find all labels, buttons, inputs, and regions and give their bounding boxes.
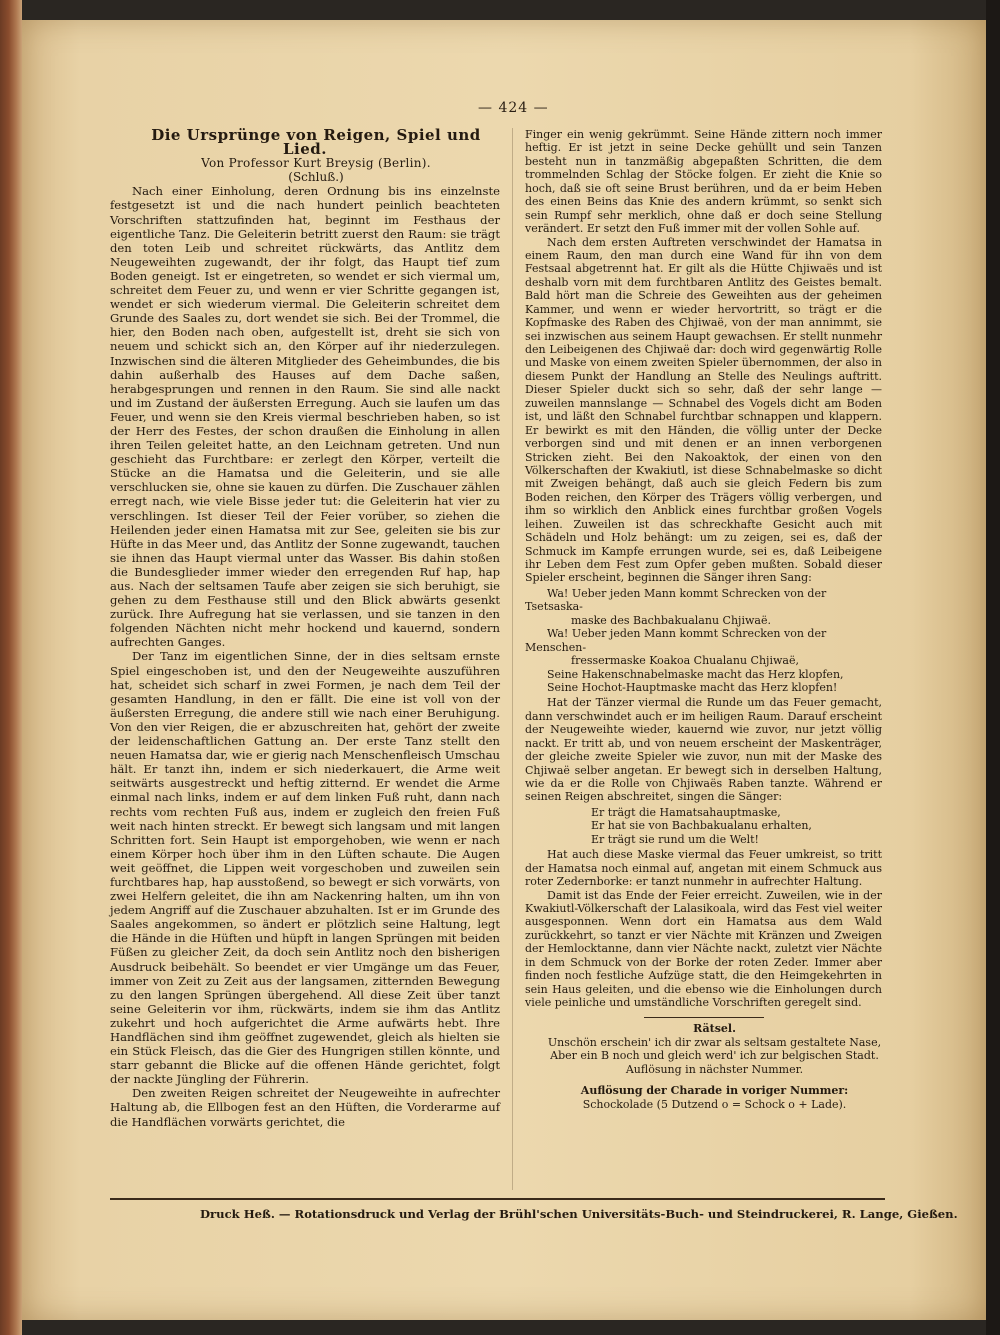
solution-text: Schockolade (5 Dutzend o = Schock o + Lade). xyxy=(582,1097,847,1111)
paragraph: Hat der Tänzer viermal die Runde um das Feuer gemacht, dann verschwindet auch er im heiligen Raum. Darauf erscheint der Neugeweihte wieder, kauernd wie zuvor, nur jetzt völlig nackt. Er tritt ab, und von neuem erscheint der Maskenträger, der gleiche zweite Spieler wie zuvor, nun mit der Maske des Chjiwaë selber angetan. Er bewegt sich in derselben Haltung, wie da er die Rolle von Chjiwaës Raben tanzte. Während er seinen Reigen abschreitet, singen die Sänger: xyxy=(525,696,882,804)
riddle-line: Aber ein B noch und gleich werd' ich zur belgischen Stadt. xyxy=(550,1049,879,1063)
song-verse xyxy=(525,587,882,695)
paragraph: Der Tanz im eigentlichen Sinne, der in dies seltsam ernste Spiel eingeschoben ist, und den der Neugeweihte auszuführen hat, scheidet sich scharf in zwei Formen, je nach dem Teil der gesamten Handlung, in den er fällt. Die eine ist voll von der äußersten Erregung, die andere still wie nach einer Beruhigung. Von den vier Reigen, die er abzuschreiten hat, gehört der zweite der leidenschaftlichen Gattung an. Der erste Tanz stellt den neuen Hamatsa dar, wie er gierig nach Menschenfleisch Umschau hält. Er tanzt ihn, indem er sich niederkauert, die Arme weit seitwärts ausgestreckt und heftig zitternd. Er wendet die Arme einmal nach links, indem er auf dem linken Fuß ruht, dann nach rechts vom rechten Fuß aus, indem er zugleich den freien Fuß weit nach hinten streckt. Er bewegt sich langsam und mit langen Schritten fort. Sein Haupt ist emporgehoben, wie wenn er nach einem Körper hoch über ihm in den Lüften schaute. Die Augen weit geöffnet, die Lippen weit vorgeschoben und zuweilen sein furchtbares hap, hap ausstoßend, so bewegt er sich vorwärts, von zwei Helfern geleitet, die ihn am Nackenring halten, um ihn von jedem Angriff auf die Zuschauer abzuhalten. Ist er im Grunde des Saales angekommen, so ändert er plötzlich seine Haltung, legt die Hände in die Hüften und hüpft in langen Sprüngen mit beiden Füßen zu gleicher Zeit, da doch sein Antlitz noch den bisherigen Ausdruck beibehält. So beendet er vier Umgänge um das Feuer, immer von Zeit zu Zeit aus der langsamen, zitternden Bewegung zu den langen Sprüngen übergehend. All diese Zeit über tanzt seine Geleiterin vor ihm, rückwärts, indem sie ihm das Antlitz zukehrt und hoch aufgerichtet die Arme aufwärts hebt. Ihre Handflächen sind ihm geöffnet zugewendet, gleich als hielten sie ein Stück Fleisch, das die Gier des Hungrigen stillen könnte, und starr gebannt die Blicke auf die offenen Hände gerichtet, folgt der nackte Jüngling der Führerin. xyxy=(110,649,500,1087)
riddle-line: Unschön erschein' ich dir zwar als seltsam gestaltete Nase, xyxy=(547,1035,882,1049)
article-title: Die Ursprünge von Reigen, Spiel und Lied. xyxy=(151,126,481,159)
verse-line: fressermaske Koakoa Chualanu Chjiwaë, xyxy=(571,654,799,668)
paragraph: Nach einer Einholung, deren Ordnung bis ins einzelnste festgesetzt ist und die nach hundert peinlich beachteten Vorschriften stattzufinden hat, beginnt im Festhaus der eigentliche Tanz. Die Geleiterin betritt zuerst den Raum: sie trägt den toten Leib und schreitet rückwärts, das Antlitz dem Neugeweihten zugewandt, der ihr folgt, das Haupt tief zum Boden geneigt. Ist er eingetreten, so wendet er sich viermal um, schreitet dem Feuer zu, und wenn er vier Schritte gegangen ist, wendet er sich wiederum viermal. Die Geleiterin schreitet dem Grunde des Saales zu, dort wendet sie sich. Bei der Trommel, die hier, den Boden nach oben, aufgestellt ist, dreht sie sich von neuem und schickt sich an, den Körper auf ihr niederzulegen. Inzwischen sind die älteren Mitglieder des Geheimbundes, die bis dahin außerhalb des Hauses auf dem Dache saßen, herabgesprungen und rennen in den Raum. Sie sind alle nackt und im Zustand der äußersten Erregung. Auch sie laufen um das Feuer, und wenn sie den Kreis viermal beschrieben haben, so ist der Herr des Festes, der schon draußen die Einholung in allen ihren Teilen geleitet hatte, an den Leichnam getreten. Und nun geschieht das Furchtbare: er zerlegt den Körper, verteilt die Stücke an die Hamatsa und die Geleiterin, und sie alle verschlucken sie, ohne sie kauen zu dürfen. Die Zuschauer zählen erregt nach, wie viele Bisse jeder tut: die Geleiterin hat vier zu verschlingen. Ist dieser Teil der Feier vorüber, so ziehen die Heilenden jeder einen Hamatsa mit zur See, geleiten sie bis zur Hüfte in das Meer und, das Antlitz der Sonne zugewandt, tauchen sie ihnen das Haupt viermal unter das Wasser. Bis dahin stoßen die Bundesglieder immer wieder den erregenden Ruf hap, hap aus. Nach der seltsamen Taufe aber zeigen sie sich beruhigt, sie gehen zu dem Festhause still und den Blick abwärts gesenkt zurück. Ihre Aufregung hat sie verlassen, und sie tanzen in den folgenden Nächten nicht mehr hockend und kauernd, sondern aufrechten Ganges. xyxy=(110,184,500,650)
article-author: Von Professor Kurt Breysig (Berlin). xyxy=(201,156,431,171)
verse-line: Wa! Ueber jeden Mann kommt Schrecken von der Menschen- xyxy=(525,627,827,654)
page-number: — 424 — xyxy=(478,100,549,116)
left-column xyxy=(110,128,500,1129)
section-divider xyxy=(644,1017,764,1018)
solution-title: Auflösung der Charade in voriger Nummer: xyxy=(580,1084,849,1098)
scan-border xyxy=(986,0,1000,1335)
verse-line: Wa! Ueber jeden Mann kommt Schrecken von der Tsetsaska- xyxy=(525,586,827,614)
book-binding-edge xyxy=(0,0,22,1335)
song-verse xyxy=(525,806,882,846)
footer-rule xyxy=(110,1198,885,1200)
right-column xyxy=(525,128,882,1111)
verse-line: Er trägt die Hamatsahauptmaske, xyxy=(591,805,781,819)
verse-line: Er trägt sie rund um die Welt! xyxy=(591,832,759,846)
paragraph: Nach dem ersten Auftreten verschwindet der Hamatsa in einem Raum, den man durch eine Wand für ihn von dem Festsaal abgetrennt hat. Er gilt als die Hütte Chjiwaës und ist deshalb vorn mit dem furchtbaren Antlitz des Geistes bemalt. Bald hört man die Schreie des Geweihten aus der geheimen Kammer, und wenn er wieder hervortritt, so trägt er die Kopfmaske des Raben des Chjiwaë, von der man annimmt, sie sei inzwischen aus seinem Haupt gewachsen. Er stellt nunmehr den Leibeigenen des Chjiwaë dar: doch wird gegenwärtig Rolle und Maske von einem zweiten Spieler übernommen, der also in diesem Punkt der Handlung an Stelle des Neulings auftritt. Dieser Spieler duckt sich so sehr, daß der sehr lange — zuweilen mannslange — Schnabel des Vogels dicht am Boden ist, und läßt den Schnabel furchtbar schnappen und klappern. Er bewirkt es mit den Händen, die völlig unter der Decke verborgen sind und mit denen er an innen verborgenen Stricken zieht. Bei den Nakoaktok, der einen von den Völkerschaften der Kwakiutl, ist diese Schnabelmaske so dicht mit Zweigen behängt, daß auch sie gleich Federn bis zum Boden reichen, den Körper des Trägers völlig verbergen, und ihm so wirklich den Anblick eines furchtbar großen Vogels leihen. Zuweilen ist das schreckhafte Gesicht auch mit Schädeln und Holz behängt: um zu zeigen, sei es, daß der Schmuck im Kampfe errungen wurde, sei es, daß Leibeigene ihr Leben dem Fest zum Opfer geben mußten. Sobald dieser Spieler erscheint, beginnen die Sänger ihren Sang: xyxy=(525,235,882,585)
paragraph: Hat auch diese Maske viermal das Feuer umkreist, so tritt der Hamatsa noch einmal auf, angetan mit einem Schmuck aus roter Zedernborke: er tanzt nunmehr in aufrechter Haltung. xyxy=(525,848,882,889)
verse-line: Seine Hochot-Hauptmaske macht das Herz klopfen! xyxy=(547,680,838,694)
verse-line: maske des Bachbakualanu Chjiwaë. xyxy=(571,613,771,627)
paragraph: Finger ein wenig gekrümmt. Seine Hände zittern noch immer heftig. Er ist jetzt in seine Decke gehüllt und sein Tanzen besteht nun in tanzmäßig abgepaßten Schritten, die dem trommelnden Schlag der Stöcke folgen. Er zieht die Knie so hoch, daß sie oft seine Brust berühren, und da er beim Heben des einen Beins das Knie des andern krümmt, so senkt sich sein Rumpf sehr merklich, ohne daß er doch seine Stellung verändert. Er setzt den Fuß immer mit der vollen Sohle auf. xyxy=(525,128,882,236)
paragraph: Den zweiten Reigen schreitet der Neugeweihte in aufrechter Haltung ab, die Ellbogen fest an den Hüften, die Vorderarme auf die Handflächen vorwärts gerichtet, die xyxy=(110,1086,500,1129)
column-divider xyxy=(512,128,513,1190)
riddle-title: Rätsel. xyxy=(693,1022,736,1036)
verse-line: Er hat sie von Bachbakualanu erhalten, xyxy=(591,819,812,833)
imprint-footer: Druck Heß. — Rotationsdruck und Verlag der Brühl'schen Universitäts-Buch- und Steindruckerei, R. Lange, Gießen. xyxy=(200,1207,958,1221)
verse-line: Seine Hakenschnabelmaske macht das Herz klopfen, xyxy=(547,667,844,681)
riddle-note: Auflösung in nächster Nummer. xyxy=(625,1062,804,1076)
article-conclusion-note: (Schluß.) xyxy=(288,170,344,185)
paragraph: Damit ist das Ende der Feier erreicht. Zuweilen, wie in der Kwakiutl-Völkerschaft der Lalasikoala, wird das Fest viel weiter ausgesponnen. Wenn dort ein Hamatsa aus dem Wald zurückkehrt, so tanzt er vier Nächte mit Kränzen und Zweigen der Hemlocktanne, dann vier Nächte nackt, zuletzt vier Nächte in dem Schmuck von der Borke der roten Zeder. Immer aber finden noch festliche Aufzüge statt, die den Heimgekehrten in sein Haus geleiten, und die ebenso wie die Einholungen durch viele peinliche und umständliche Vorschriften geregelt sind. xyxy=(525,888,882,1009)
